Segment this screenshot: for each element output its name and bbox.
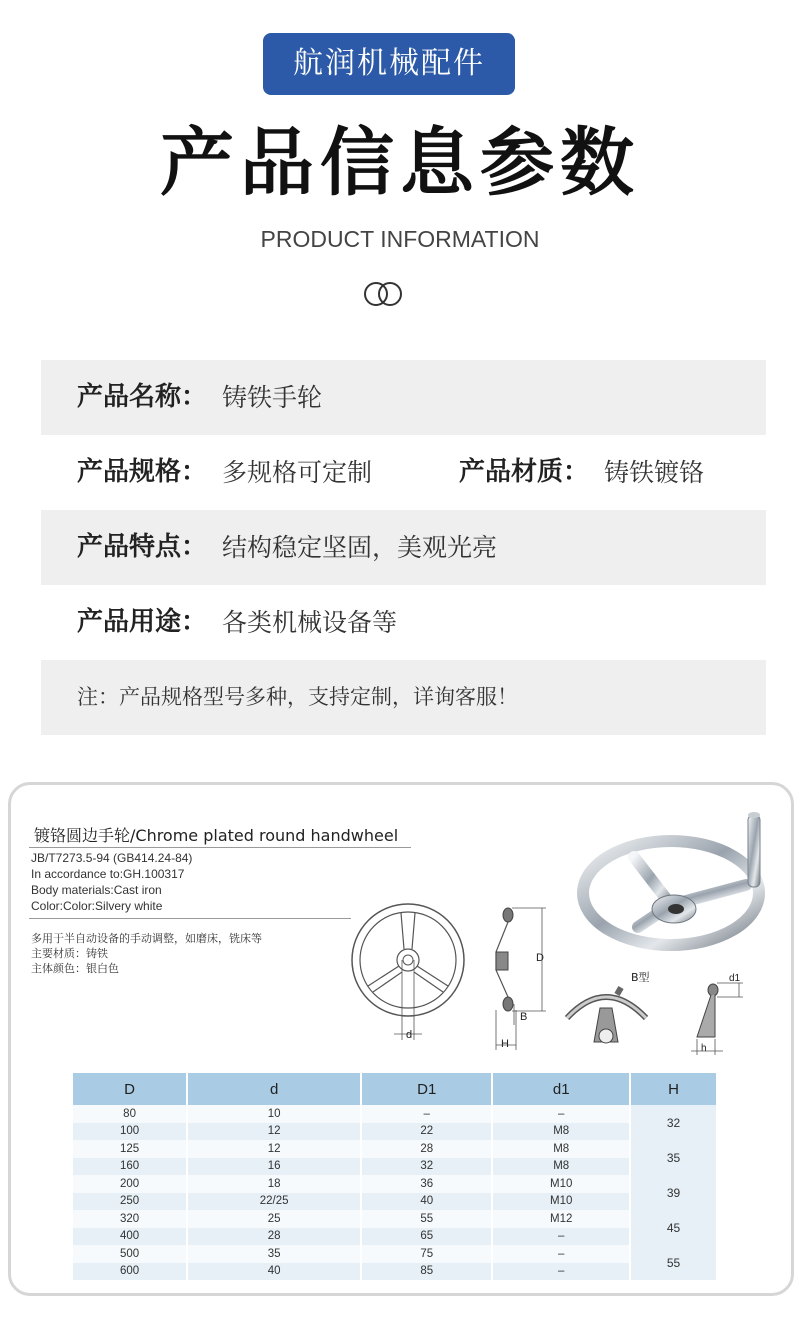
cell-thread: –: [492, 1228, 630, 1246]
cell-bore: 12: [187, 1123, 361, 1141]
cell-thread: M8: [492, 1158, 630, 1176]
width-label: B: [520, 1011, 528, 1023]
feature-value: 结构稳定坚固，美观光亮: [222, 533, 498, 562]
table-row: [73, 1193, 717, 1211]
cell-d1: 36: [361, 1175, 492, 1193]
material-value: 铸铁镀铬: [604, 458, 705, 487]
col-header-d1-thread: d1: [492, 1073, 630, 1105]
cell-d: 160: [73, 1158, 187, 1176]
cell-thread: M10: [492, 1193, 630, 1211]
cell-h: 39: [630, 1175, 717, 1210]
brand-badge: 航润机械配件: [263, 33, 515, 95]
spec-value: 多规格可定制: [222, 458, 373, 487]
cell-d1: 65: [361, 1228, 492, 1246]
cell-thread: M8: [492, 1123, 630, 1141]
cell-d: 600: [73, 1263, 187, 1281]
cn-note-material: 主要材质：铸铁: [31, 947, 108, 960]
cell-bore: 22/25: [187, 1193, 361, 1211]
cell-thread: M8: [492, 1140, 630, 1158]
info-row-feature: [41, 510, 766, 585]
cell-d: 80: [73, 1105, 187, 1123]
table-row: [73, 1263, 717, 1281]
cell-d1: 28: [361, 1140, 492, 1158]
b-type-label: B型: [631, 971, 650, 984]
card-title: 镀铬圆边手轮/Chrome plated round handwheel: [34, 826, 399, 845]
page-title: 产品信息参数: [160, 120, 640, 206]
col-header-d-outer: D: [73, 1073, 187, 1105]
cell-d1: 55: [361, 1210, 492, 1228]
table-row: [73, 1140, 717, 1158]
spec-card: [8, 782, 794, 1296]
cell-bore: 18: [187, 1175, 361, 1193]
b-type-detail: [564, 980, 649, 1050]
h-label: h: [701, 1043, 707, 1054]
table-row: [73, 1123, 717, 1141]
cell-d: 125: [73, 1140, 187, 1158]
cell-d1: 40: [361, 1193, 492, 1211]
cell-d: 400: [73, 1228, 187, 1246]
height-label: H: [501, 1038, 509, 1050]
cell-h: 55: [630, 1245, 717, 1280]
cell-bore: 16: [187, 1158, 361, 1176]
cell-bore: 40: [187, 1263, 361, 1281]
cell-bore: 35: [187, 1245, 361, 1263]
spec-material: Body materials:Cast iron: [31, 883, 162, 897]
cell-bore: 28: [187, 1228, 361, 1246]
d1-label: d1: [729, 973, 741, 984]
usage-label: 产品用途：: [77, 607, 208, 637]
cell-h: 32: [630, 1105, 717, 1140]
cell-d1: 32: [361, 1158, 492, 1176]
cell-d: 320: [73, 1210, 187, 1228]
cell-d1: 22: [361, 1123, 492, 1141]
spec-accordance: In accordance to:GH.100317: [31, 867, 185, 881]
cell-bore: 10: [187, 1105, 361, 1123]
table-row: [73, 1158, 717, 1176]
cell-d: 200: [73, 1175, 187, 1193]
hub-detail: [681, 965, 761, 1060]
spec-divider: [29, 918, 351, 919]
dimension-table: [73, 1073, 718, 1280]
usage-value: 各类机械设备等: [222, 608, 398, 637]
info-row-usage: [41, 585, 766, 660]
page-subtitle: PRODUCT INFORMATION: [260, 226, 540, 252]
spec-color: Color:Color:Silvery white: [31, 899, 163, 913]
cell-thread: –: [492, 1245, 630, 1263]
cell-d1: 85: [361, 1263, 492, 1281]
name-label: 产品名称：: [77, 382, 208, 412]
cell-h: 35: [630, 1140, 717, 1175]
cell-h: 45: [630, 1210, 717, 1245]
front-d-label: d: [406, 1029, 413, 1041]
material-label: 产品材质：: [459, 457, 590, 487]
feature-label: 产品特点：: [77, 532, 208, 562]
info-row-spec: [41, 435, 766, 510]
cell-thread: M10: [492, 1175, 630, 1193]
spec-standard: JB/T7273.5-94 (GB414.24-84): [31, 851, 193, 865]
cn-note-usage: 多用于半自动设备的手动调整，如磨床，铣床等: [31, 932, 262, 945]
cell-d: 100: [73, 1123, 187, 1141]
cell-thread: –: [492, 1263, 630, 1281]
table-row: [73, 1105, 717, 1123]
info-row-name: [41, 360, 766, 435]
handwheel-photo: [576, 805, 776, 955]
cell-d: 500: [73, 1245, 187, 1263]
handwheel-side-view: [486, 900, 561, 1060]
col-header-h: H: [630, 1073, 717, 1105]
table-row: [73, 1210, 717, 1228]
cell-thread: –: [492, 1105, 630, 1123]
title-divider: [29, 847, 411, 848]
cell-bore: 25: [187, 1210, 361, 1228]
col-header-d-bore: d: [187, 1073, 361, 1105]
col-header-d1-outer: D1: [361, 1073, 492, 1105]
table-row: [73, 1245, 717, 1263]
table-row: [73, 1228, 717, 1246]
cell-thread: M12: [492, 1210, 630, 1228]
cell-d: 250: [73, 1193, 187, 1211]
customization-note: 注：产品规格型号多种，支持定制，详询客服！: [77, 685, 518, 709]
cell-bore: 12: [187, 1140, 361, 1158]
cell-d1: –: [361, 1105, 492, 1123]
cell-d1: 75: [361, 1245, 492, 1263]
spec-label: 产品规格：: [77, 457, 208, 487]
diameter-label: D: [536, 952, 544, 964]
info-row-note: [41, 660, 766, 735]
table-row: [73, 1175, 717, 1193]
cn-note-color: 主体颜色：银白色: [31, 962, 119, 975]
name-value: 铸铁手轮: [222, 383, 323, 412]
double-ring-icon: [361, 280, 407, 308]
